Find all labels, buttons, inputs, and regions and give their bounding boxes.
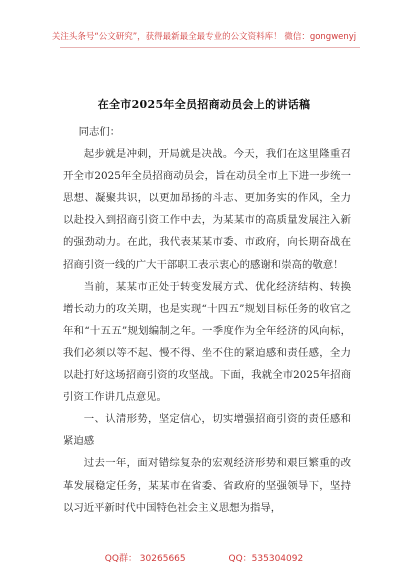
header-notice: 关注头条号“公文研究”，获得最新最全最专业的公文资料库！ 微信：gongwenyj	[51, 32, 357, 42]
paragraph-1: 起步就是冲刺，开局就是决战。今天，我们在这里隆重召开全市2025年全员招商动员会，旨在动员全市上下进一步统一思想、凝聚共识，以更加昂扬的斗志、更加务实的作风，全力以赴投入到招商引资工作中去，为某某市的高质量发展注入新的强劲动力。在此，我代表某某市委、市政府，向长期奋战在招商引资一线的广大干部职工表示衷心的感谢和崇高的敬意！	[63, 148, 351, 271]
salutation: 同志们：	[78, 126, 121, 138]
section-heading-1: 一、认清形势，坚定信心，切实增强招商引资的责任感和紧迫感	[63, 413, 351, 448]
header-divider	[60, 47, 360, 48]
paragraph-3: 过去一年，面对错综复杂的宏观经济形势和艰巨繁重的改革发展稳定任务，某某市在省委、省政府的坚强领导下，坚持以习近平新时代中国特色社会主义思想为指导，	[63, 457, 351, 514]
footer-qq: QQ：535304092	[228, 554, 304, 564]
footer-contact	[0, 551, 408, 564]
document-title: 在全市2025年全员招商动员会上的讲话稿	[97, 98, 311, 111]
footer-qq-group: QQ群： 30265665	[104, 554, 186, 564]
document-body	[63, 121, 351, 519]
paragraph-2: 当前，某某市正处于转变发展方式、优化经济结构、转换增长动力的攻关期，也是实现“十四五”规划目标任务的收官之年和“十五五”规划编制之年。一季度作为全年经济的风向标，我们必须以等不起、慢不得、坐不住的紧迫感和责任感，全力以赴打好这场招商引资的攻坚战。下面，我就全市2025年招商引资工作讲几点意见。	[63, 280, 351, 404]
